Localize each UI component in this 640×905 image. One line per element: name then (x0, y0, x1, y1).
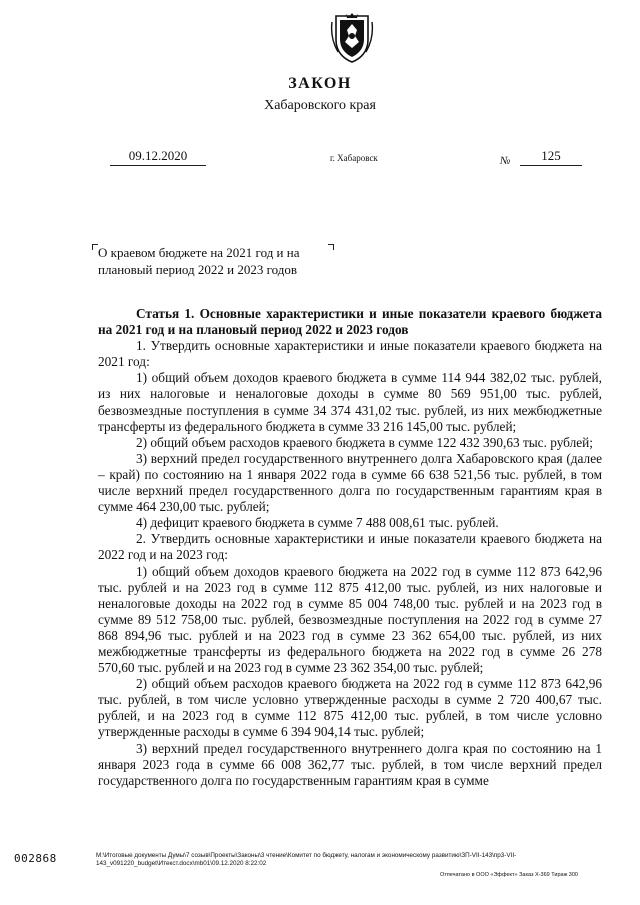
paragraph-2: 2. Утвердить основные характеристики и иные показатели краевого бюджета на 2022 год и на 2023 год: (98, 531, 602, 563)
document-title: ЗАКОН (288, 75, 352, 92)
document-number: 125 (520, 148, 582, 166)
subject-corner-right (328, 244, 334, 250)
document-city: г. Хабаровск (330, 153, 378, 163)
subject-line-2: плановый период 2022 и 2023 годов (98, 262, 298, 277)
footer-code: 002868 (14, 852, 57, 865)
document-body (98, 306, 602, 789)
paragraph-1-item-3: 3) верхний предел государственного внутреннего долга Хабаровского края (далее – край) по состоянию на 1 января 2022 года в сумме 66 638 521,56 тыс. рублей, в том числе верхний предел государственного долга по государственным гарантиям края в сумме 464 230,00 тыс. рублей; (98, 450, 602, 515)
article-1-title: Статья 1. Основные характеристики и иные показатели краевого бюджета на 2021 год и на плановый период 2022 и 2023 годов (98, 306, 602, 338)
document-subject (98, 244, 338, 278)
footer-file-path: М:\Итоговые документы Думы\7 созыв\Проекты\Законы\3 чтение\Комитет по бюджету, налогам и экономическому развитию\ЗП-VII-143\пр3-VII-143_v091220_budget\Итекст.docx\mb01\09.12.2020 8:22:02 (96, 852, 517, 867)
subject-corner-left (92, 244, 98, 250)
paragraph-1-item-2: 2) общий объем расходов краевого бюджета в сумме 122 432 390,63 тыс. рублей; (136, 434, 593, 450)
subject-line-1: О краевом бюджете на 2021 год и на (98, 245, 300, 260)
paragraph-1-item-4: 4) дефицит краевого бюджета в сумме 7 488 008,61 тыс. рублей. (136, 515, 499, 531)
paragraph-1-item-1: 1) общий объем доходов краевого бюджета в сумме 114 944 382,02 тыс. рублей, из них налоговые и неналоговые доходы в сумме 80 569 951,00 тыс. рублей, безвозмездные поступления в сумме 34 374 431,02 тыс. рублей, из них межбюджетные трансферты из федерального бюджета в сумме 33 216 145,00 тыс. рублей; (98, 370, 602, 434)
document-date: 09.12.2020 (110, 148, 206, 166)
footer-print-info: Отпечатано в ООО «Эффект» Заказ Х-369 Тираж 300 (440, 872, 578, 878)
document-subtitle: Хабаровского края (264, 98, 376, 113)
paragraph-2-item-3: 3) верхний предел государственного внутреннего долга края по состоянию на 1 января 2023 года в сумме 66 008 362,77 тыс. рублей, в том числе верхний предел государственного долга по государственным гарантиям края в сумме (98, 740, 602, 788)
paragraph-2-item-2: 2) общий объем расходов краевого бюджета на 2022 год в сумме 112 873 642,96 тыс. рублей, в том числе условно утвержденные расходы в сумме 2 720 400,67 тыс. рублей, и на 2023 год в сумме 112 875 412,00 тыс. рублей, в том числе условно утвержденные расходы в сумме 6 394 904,14 тыс. рублей; (98, 676, 602, 740)
number-sign: № (500, 155, 511, 167)
coat-of-arms-icon (330, 12, 374, 64)
paragraph-1: 1. Утвердить основные характеристики и иные показатели краевого бюджета на 2021 год: (98, 338, 602, 370)
paragraph-2-item-1: 1) общий объем доходов краевого бюджета на 2022 год в сумме 112 873 642,96 тыс. рублей и на 2023 год в сумме 112 875 412,00 тыс. рублей, из них налоговые и неналоговые доходы на 2022 год в сумме 85 004 748,00 тыс. рублей и на 2023 год в сумме 89 512 758,00 тыс. рублей, безвозмездные поступления на 2022 год в сумме 27 868 894,96 тыс. рублей и на 2023 год в сумме 23 362 654,00 тыс. рублей, из них межбюджетные трансферты из федерального бюджета на 2022 год в сумме 26 278 570,60 тыс. рублей и на 2023 год в сумме 23 362 354,00 тыс. рублей; (98, 563, 602, 676)
